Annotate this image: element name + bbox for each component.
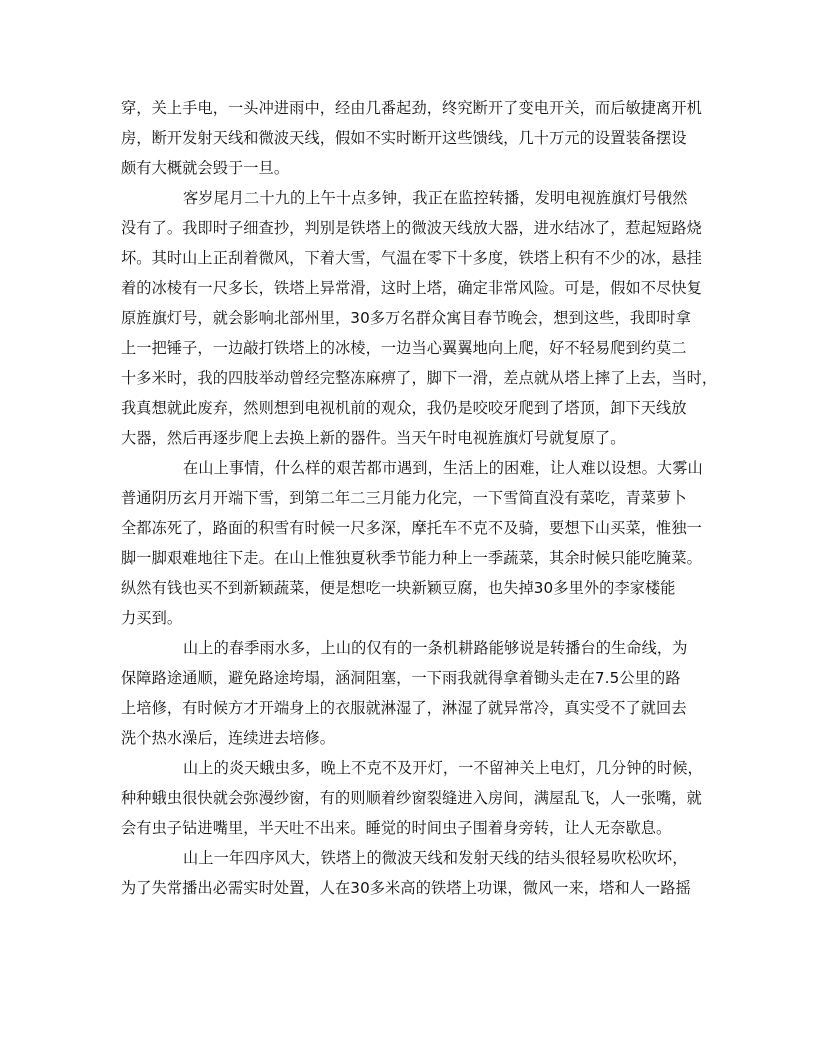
text-line: 全都冻死了，路面的积雪有时候一尺多深，摩托车不克不及骑，要想下山买菜，惟独一 <box>121 519 702 537</box>
text-line: 着的冰棱有一尺多长，铁塔上异常滑，这时上塔，确定非常风险。可是，假如不尽快复 <box>121 279 702 297</box>
text-line: 在山上事情，什么样的艰苦都市遇到，生活上的困难，让人难以设想。大雾山 <box>183 459 703 477</box>
text-line: 上一把锤子，一边敲打铁塔上的冰棱，一边当心翼翼地向上爬，好不轻易爬到约莫二 <box>121 339 687 357</box>
text-line: 山上的炎天蛾虫多，晚上不克不及开灯，一不留神关上电灯，几分钟的时候， <box>183 759 703 777</box>
text-line: 我真想就此废弃，然则想到电视机前的观众，我仍是咬咬牙爬到了塔顶，卸下天线放 <box>121 399 687 417</box>
text-line: 原旌旗灯号，就会影响北部州里，30多万名群众寓目春节晚会，想到这些，我即时拿 <box>121 309 691 327</box>
text-line: 房，断开发射天线和微波天线，假如不实时断开这些馈线，几十万元的设置装备摆设 <box>121 129 687 147</box>
text-line: 会有虫子钻进嘴里，半天吐不出来。睡觉的时间虫子围着身旁转，让人无奈歇息。 <box>121 819 672 837</box>
text-line: 脚一脚艰难地往下走。在山上惟独夏秋季节能力种上一季蔬菜，其余时候只能吃腌菜。 <box>121 549 702 567</box>
text-line: 坏。其时山上正刮着微风，下着大雪，气温在零下十多度，铁塔上积有不少的冰，悬挂 <box>121 249 702 267</box>
text-line: 穿，关上手电，一头冲进雨中，经由几番起劲，终究断开了变电开关，而后敏捷离开机 <box>121 99 702 117</box>
text-line: 洗个热水澡后，连续进去培修。 <box>121 729 336 747</box>
text-line: 为了失常播出必需实时处置，人在30多米高的铁塔上功课，微风一来，塔和人一路摇 <box>121 879 691 897</box>
text-line: 种种蛾虫很快就会弥漫纱窗，有的则顺着纱窗裂缝进入房间，满屋乱飞，人一张嘴，就 <box>121 789 702 807</box>
text-line: 客岁尾月二十九的上午十点多钟，我正在监控转播，发明电视旌旗灯号俄然 <box>183 189 688 207</box>
text-line: 山上的春季雨水多，上山的仅有的一条机耕路能够说是转播台的生命线，为 <box>183 639 688 657</box>
text-line: 颇有大概就会毁于一旦。 <box>121 159 290 177</box>
text-line: 大器，然后再逐步爬上去换上新的器件。当天午时电视旌旗灯号就复原了。 <box>121 429 626 447</box>
text-line: 上培修，有时候方才开端身上的衣服就淋湿了，淋湿了就异常冷，真实受不了就回去 <box>121 699 687 717</box>
text-line: 十多米时，我的四肢举动曾经完整冻麻痹了，脚下一滑，差点就从塔上摔了上去，当时， <box>121 369 718 387</box>
text-line: 保障路途通顺，避免路途垮塌，涵洞阻塞，一下雨我就得拿着锄头走在7.5公里的路 <box>121 669 681 687</box>
body-text <box>121 93 718 903</box>
text-line: 普通阴历玄月开端下雪，到第二年二三月能力化完，一下雪简直没有菜吃，青菜萝卜 <box>121 489 687 507</box>
text-line: 力买到。 <box>121 609 183 627</box>
text-line: 山上一年四序风大，铁塔上的微波天线和发射天线的结头很轻易吹松吹坏， <box>183 849 688 867</box>
text-line: 纵然有钱也买不到新颖蔬菜，便是想吃一块新颖豆腐，也失掉30多里外的李家楼能 <box>121 579 676 597</box>
text-line: 没有了。我即时子细查抄，判别是铁塔上的微波天线放大器，进水结冰了，惹起短路烧 <box>121 219 702 237</box>
